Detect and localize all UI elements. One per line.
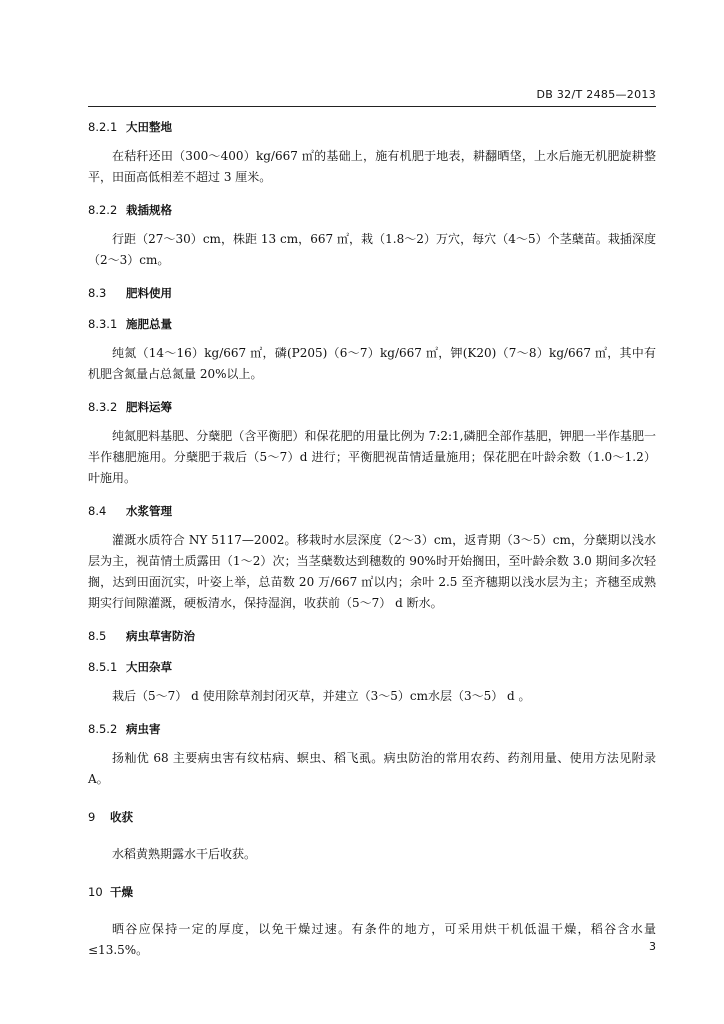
heading-8-2-2 bbox=[88, 201, 656, 219]
heading-8-2-1 bbox=[88, 118, 656, 136]
header-rule bbox=[88, 106, 656, 107]
section-title: 病虫草害防治 bbox=[126, 629, 195, 643]
paragraph-8-3-2: 纯氮肥料基肥、分蘖肥（含平衡肥）和保花肥的用量比例为 7:2:1,磷肥全部作基肥，钾肥一半作基肥一半作穗肥施用。分蘖肥于栽后（5～7）d 进行；平衡肥视苗情适量施用；保花肥在叶龄余数（1.0～1.2）叶施用。 bbox=[88, 429, 656, 485]
heading-8-5-1 bbox=[88, 658, 656, 676]
heading-8-3-2 bbox=[88, 398, 656, 416]
section-number: 10 bbox=[88, 885, 103, 899]
paragraph-8-5-2: 扬籼优 68 主要病虫害有纹枯病、螟虫、稻飞虱。病虫防治的常用农药、药剂用量、使用方法见附录 A。 bbox=[88, 751, 656, 786]
heading-8-5-2 bbox=[88, 720, 656, 738]
section-title: 施肥总量 bbox=[126, 317, 172, 331]
section-title: 大田杂草 bbox=[126, 660, 172, 674]
section-title: 病虫害 bbox=[126, 722, 161, 736]
section-title: 肥料使用 bbox=[126, 286, 172, 300]
paragraph-8-4: 灌溉水质符合 NY 5117—2002。移栽时水层深度（2～3）cm，返青期（3～5）cm，分蘖期以浅水层为主，视苗情土质露田（1～2）次；当茎蘖数达到穗数的 90%时开始搁田，至叶龄余数 3.0 期间多次轻搁，达到田面沉实，叶姿上举，总苗数 20 万/667 ㎡以内；余叶 2.5 至齐穗期以浅水层为主；齐穗至成熟期实行间隙灌溉，硬板清水，保持湿润，收获前（5～7） d 断水。 bbox=[88, 533, 656, 610]
section-number: 8.3.2 bbox=[88, 400, 118, 414]
section-number: 8.4 bbox=[88, 504, 107, 518]
paragraph-8-2-2: 行距（27～30）cm，株距 13 cm，667 ㎡，栽（1.8～2）万穴，每穴（4～5）个茎蘖苗。栽插深度（2～3）cm。 bbox=[88, 232, 656, 267]
section-number: 8.3.1 bbox=[88, 317, 118, 331]
section-number: 9 bbox=[88, 810, 96, 824]
heading-8-4 bbox=[88, 502, 656, 520]
section-title: 水浆管理 bbox=[126, 504, 172, 518]
section-title: 栽插规格 bbox=[126, 203, 172, 217]
heading-8-3 bbox=[88, 284, 656, 302]
section-title: 肥料运筹 bbox=[126, 400, 172, 414]
section-number: 8.3 bbox=[88, 286, 107, 300]
section-number: 8.5.1 bbox=[88, 660, 118, 674]
paragraph-9: 水稻黄熟期露水干后收获。 bbox=[112, 847, 257, 861]
section-number: 8.2.1 bbox=[88, 120, 118, 134]
heading-8-3-1 bbox=[88, 315, 656, 333]
section-number: 8.5.2 bbox=[88, 722, 118, 736]
heading-8-5 bbox=[88, 627, 656, 645]
paragraph-8-2-1: 在秸秆还田（300～400）kg/667 ㎡的基础上，施有机肥于地表，耕翻晒垡，上水后施无机肥旋耕整平，田面高低相差不超过 3 厘米。 bbox=[88, 149, 656, 184]
page-number: 3 bbox=[649, 940, 656, 953]
standard-code: DB 32/T 2485—2013 bbox=[536, 88, 656, 101]
section-title: 大田整地 bbox=[126, 120, 172, 134]
document-body bbox=[88, 118, 656, 961]
section-title: 干燥 bbox=[110, 885, 133, 899]
heading-9 bbox=[88, 808, 656, 826]
section-number: 8.2.2 bbox=[88, 203, 118, 217]
section-number: 8.5 bbox=[88, 629, 107, 643]
paragraph-8-3-1: 纯氮（14～16）kg/667 ㎡，磷(P205)（6～7）kg/667 ㎡，钾(K20)（7～8）kg/667 ㎡，其中有机肥含氮量占总氮量 20%以上。 bbox=[88, 346, 656, 381]
paragraph-10: 晒谷应保持一定的厚度，以免干燥过速。有条件的地方，可采用烘干机低温干燥，稻谷含水量≤13.5%。 bbox=[88, 922, 656, 957]
heading-10 bbox=[88, 883, 656, 901]
paragraph-8-5-1: 栽后（5～7） d 使用除草剂封闭灭草，并建立（3～5）cm水层（3～5） d 。 bbox=[112, 689, 531, 703]
section-title: 收获 bbox=[110, 810, 133, 824]
